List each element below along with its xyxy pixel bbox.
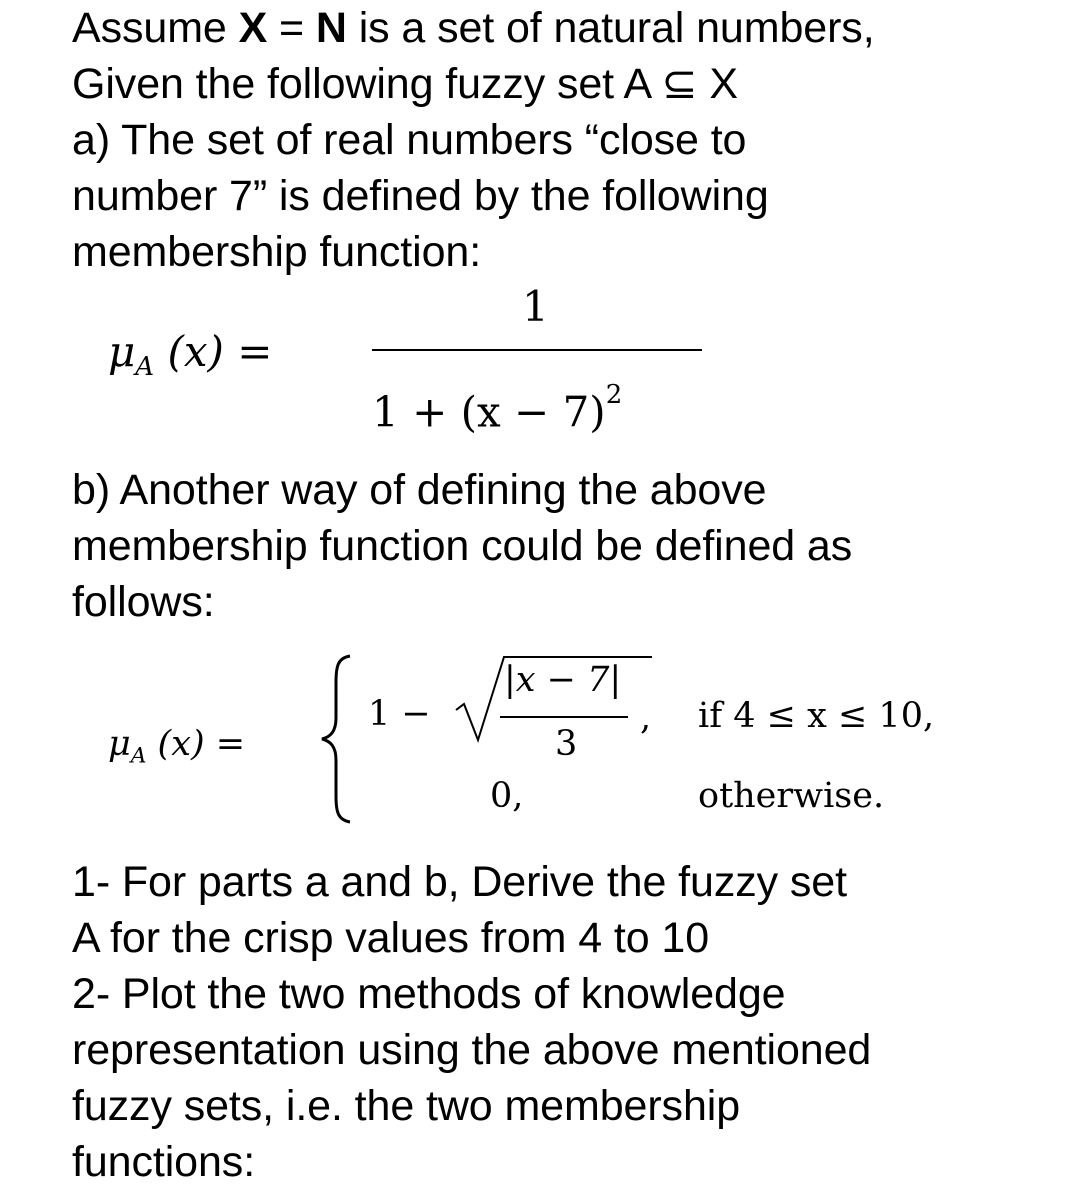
equation-b-lhs xyxy=(108,722,245,779)
equation-a-numerator: 1 xyxy=(522,282,549,331)
equation-b-case1-numerator: |x − 7| xyxy=(504,660,622,700)
question-line-3: 2- Plot the two methods of knowledge xyxy=(72,970,786,1018)
question-line-5: fuzzy sets, i.e. the two membership xyxy=(72,1082,741,1130)
equation-b-sub: A xyxy=(130,743,147,769)
intro-line-1-pre: Assume xyxy=(72,4,239,52)
equation-a-sub: A xyxy=(135,352,155,383)
part-b-line-3: follows: xyxy=(72,578,215,626)
part-a-line-1: a) The set of real numbers “close to xyxy=(72,116,747,164)
equation-a-denominator-text: 1 + (x − 7) xyxy=(372,387,606,437)
equation-b-case1-comma: , xyxy=(640,698,652,738)
equation-b-case1-denominator: 3 xyxy=(555,724,578,764)
equation-b-mu: μ xyxy=(108,724,131,764)
part-a-line-3: membership function: xyxy=(72,228,482,276)
question-line-6: functions: xyxy=(72,1138,256,1186)
equation-b-case1-fraction-bar xyxy=(500,716,628,718)
part-a-line-2: number 7” is defined by the following xyxy=(72,172,769,220)
question-line-2: A for the crisp values from 4 to 10 xyxy=(72,914,710,962)
intro-symbol-n: N xyxy=(315,4,347,52)
equation-b-arg: (x) = xyxy=(146,724,246,764)
part-b-line-2: membership function could be defined as xyxy=(72,522,853,570)
equation-a-mu: μ xyxy=(108,327,136,376)
equation-b-case2-condition: otherwise. xyxy=(698,776,885,816)
intro-symbol-x: X xyxy=(238,4,268,52)
equation-b-brace xyxy=(316,652,356,826)
question-line-4: representation using the above mentioned xyxy=(72,1026,872,1074)
equation-b-case2-value: 0, xyxy=(490,776,524,816)
intro-line-1 xyxy=(72,0,875,56)
intro-line-1-post: is a set of natural numbers, xyxy=(346,4,875,52)
equation-a-arg: (x) = xyxy=(154,327,273,376)
question-line-1: 1- For parts a and b, Derive the fuzzy set xyxy=(72,858,847,906)
part-b-line-1: b) Another way of defining the above xyxy=(72,466,767,514)
equation-a-denominator xyxy=(372,370,622,437)
intro-line-2: Given the following fuzzy set A ⊆ X xyxy=(72,60,738,108)
equation-a-lhs xyxy=(108,327,272,392)
equation-a-fraction-bar xyxy=(372,349,702,351)
equation-b-case1-prefix: 1 − xyxy=(368,694,431,734)
equation-a-exponent: 2 xyxy=(605,380,623,410)
equation-b-case1-condition: if 4 ≤ x ≤ 10, xyxy=(698,696,935,736)
intro-equals: = xyxy=(267,4,316,52)
